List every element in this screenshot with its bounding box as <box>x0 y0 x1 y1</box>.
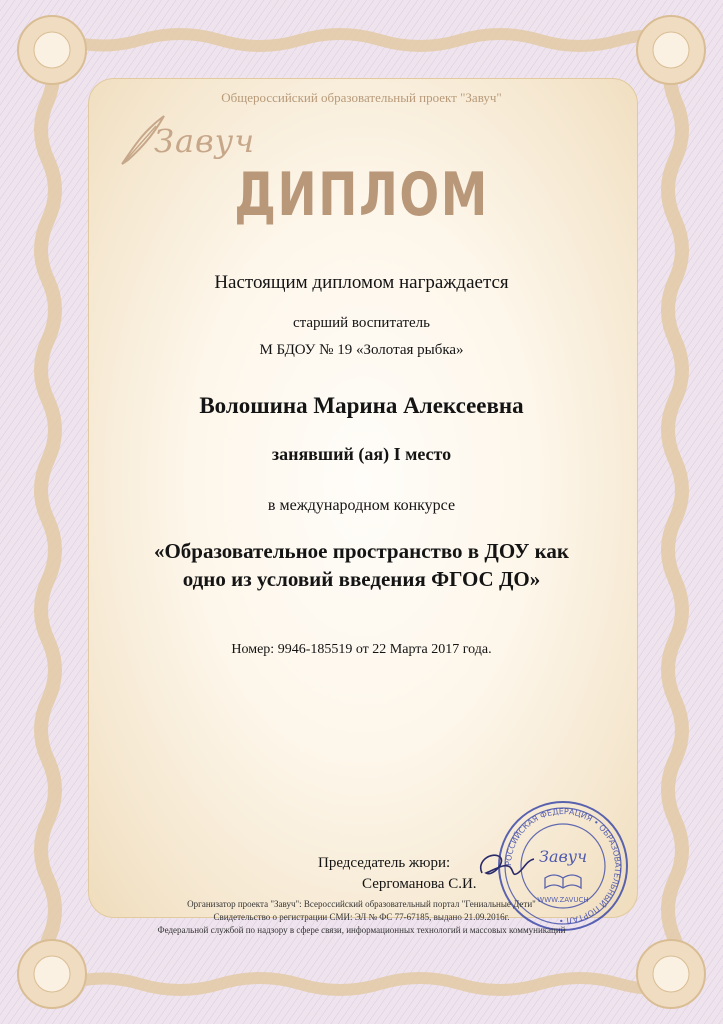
logo-text: Завуч <box>154 122 256 160</box>
chair-label: Председатель жюри: <box>318 855 451 871</box>
footer-authority: Федеральной службой по надзору в сфере связи, информационных технологий и массовых коммуникаций <box>157 925 566 935</box>
stamp-bottom-text: WWW.ZAVUCH <box>537 896 589 904</box>
recipient-position: старший воспитатель <box>292 315 431 331</box>
contest-intro: в международном конкурсе <box>267 497 456 514</box>
contest-title <box>0 537 723 593</box>
footer-registration: Свидетельство о регистрации СМИ: ЭЛ № ФС 77-67185, выдано 21.09.2016г. <box>213 912 510 922</box>
chair-name: Сергоманова С.И. <box>362 876 477 892</box>
contest-title-line-2: одно из условий введения ФГОС ДО» <box>182 567 541 591</box>
chair-signature <box>474 843 544 887</box>
award-place: занявший (ая) I место <box>271 444 452 464</box>
stamp-center-text: Завуч <box>538 847 588 866</box>
awarded-line: Настоящим дипломом награждается <box>214 272 509 293</box>
book-icon <box>545 875 581 888</box>
diploma-number: Номер: 9946-185519 от 22 Марта 2017 года. <box>231 642 492 657</box>
project-line: Общероссийский образовательный проект "Завуч" <box>221 90 502 105</box>
recipient-organization: М БДОУ № 19 «Золотая рыбка» <box>259 342 464 358</box>
stamp-ring-text: РОССИЙСКАЯ ФЕДЕРАЦИЯ • ОБРАЗОВАТЕЛЬНЫЙ ПОРТАЛ • <box>503 806 623 926</box>
contest-title-line-1: «Образовательное пространство в ДОУ как <box>153 539 570 563</box>
recipient-name: Волошина Марина Алексеевна <box>199 393 524 418</box>
diploma-title: ДИПЛОМ <box>234 160 489 230</box>
footer-organizer: Организатор проекта "Завуч": Всероссийский образовательный портал "Гениальные Дети" <box>187 899 536 909</box>
